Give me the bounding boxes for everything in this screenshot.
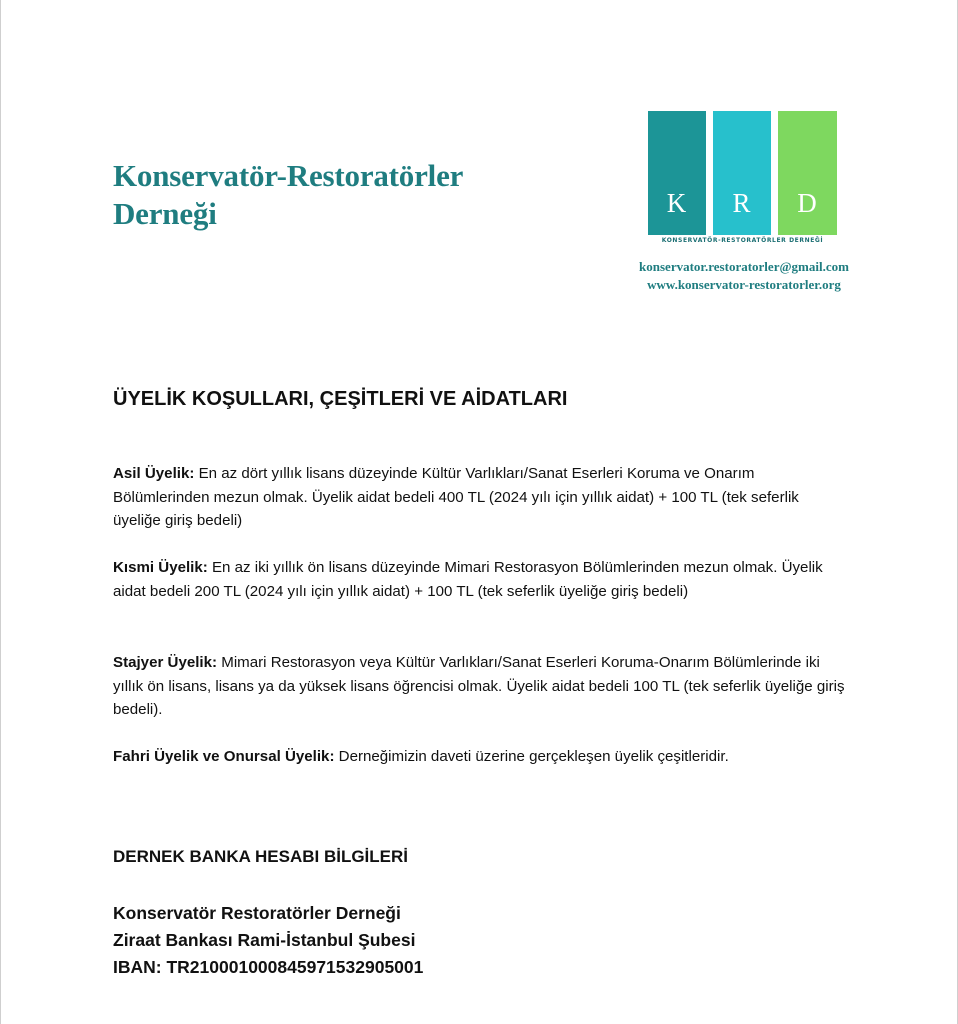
logo-bar-k: K (648, 111, 706, 235)
bank-iban: IBAN: TR210001000845971532905001 (113, 957, 424, 977)
membership-item-label: Stajyer Üyelik: (113, 654, 218, 671)
contact-email[interactable]: konservator.restoratorler@gmail.com (639, 259, 849, 274)
membership-item-label: Kısmi Üyelik: (113, 559, 208, 576)
krd-logo (648, 111, 837, 248)
membership-item-kismi (113, 556, 848, 603)
membership-item-fahri (113, 745, 848, 769)
membership-item-asil (113, 462, 848, 533)
page-edge-left (0, 0, 1, 1024)
organization-title-line1: Konservatör-Restoratörler (113, 158, 464, 193)
membership-item-stajyer (113, 651, 848, 722)
bank-account-name: Konservatör Restoratörler Derneği (113, 903, 401, 923)
membership-item-text: Derneğimizin daveti üzerine gerçekleşen üyelik çeşitleridir. (334, 748, 729, 765)
membership-item-text: En az dört yıllık lisans düzeyinde Kültür Varlıkları/Sanat Eserleri Koruma ve Onarım Bölümlerinden mezun olmak. Üyelik aidat bedeli 400 TL (2024 yılı için yıllık aidat) + 100 TL (tek seferlik üyeliğe giriş bedeli) (113, 465, 799, 529)
logo-caption: KONSERVATÖR-RESTORATÖRLER DERNEĞİ (661, 237, 824, 244)
bank-heading: DERNEK BANKA HESABI BİLGİLERİ (113, 847, 408, 866)
contact-website[interactable]: www.konservator-restoratorler.org (647, 277, 841, 292)
membership-item-label: Fahri Üyelik ve Onursal Üyelik: (113, 748, 335, 765)
contact-info (610, 258, 878, 294)
membership-item-text: En az iki yıllık ön lisans düzeyinde Mimari Restorasyon Bölümlerinden mezun olmak. Üyelik aidat bedeli 200 TL (2024 yılı için yıllık aidat) + 100 TL (tek seferlik üyeliğe giriş bedeli) (113, 559, 823, 600)
bank-branch: Ziraat Bankası Rami-İstanbul Şubesi (113, 930, 416, 950)
membership-item-label: Asil Üyelik: (113, 465, 195, 482)
logo-bar-d: D (778, 111, 837, 235)
membership-heading: ÜYELİK KOŞULLARI, ÇEŞİTLERİ VE AİDATLARI (113, 388, 568, 410)
logo-bar-r: R (713, 111, 771, 235)
membership-item-text: Mimari Restorasyon veya Kültür Varlıkları/Sanat Eserleri Koruma-Onarım Bölümlerinde iki yıllık ön lisans, lisans ya da yüksek lisans öğrencisi olmak. Üyelik aidat bedeli 100 TL (tek seferlik üyeliğe giriş bedeli). (113, 654, 845, 718)
bank-info (113, 900, 423, 981)
organization-title-line2: Derneği (113, 196, 217, 231)
organization-title (113, 157, 573, 233)
